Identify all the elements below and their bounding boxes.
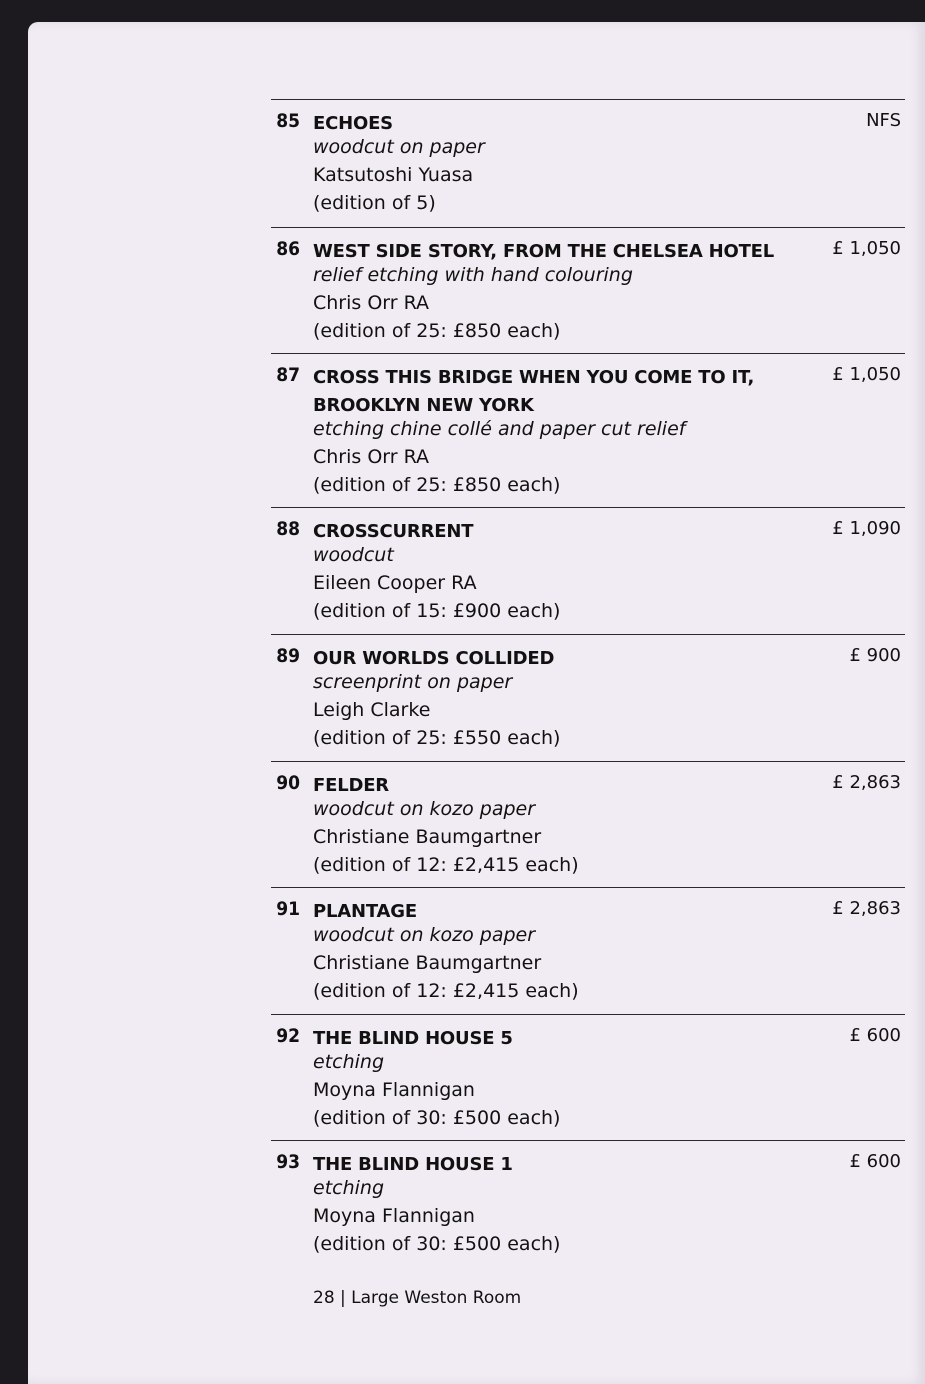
entry-medium: etching chine collé and paper cut relief: [313, 418, 686, 440]
entry-price: £ 900: [849, 645, 901, 666]
entry-title: THE BLIND HOUSE 1: [313, 1154, 513, 1175]
entry-title: OUR WORLDS COLLIDED: [313, 648, 555, 669]
catalogue-entry: [271, 887, 905, 1015]
entry-medium: woodcut: [313, 544, 394, 566]
entry-edition: (edition of 12: £2,415 each): [313, 980, 579, 1002]
entry-edition: (edition of 5): [313, 192, 436, 214]
catalogue-entry: [271, 99, 905, 228]
catalogue-list: [28, 22, 925, 1384]
entry-artist: Christiane Baumgartner: [313, 952, 542, 974]
entry-number: 90: [276, 772, 300, 794]
entry-artist: Leigh Clarke: [313, 699, 431, 721]
entry-title: CROSSCURRENT: [313, 521, 474, 542]
entry-number: 87: [276, 364, 300, 386]
entry-price: £ 600: [849, 1025, 901, 1046]
entry-edition: (edition of 30: £500 each): [313, 1233, 561, 1255]
entry-price: £ 1,050: [832, 364, 901, 385]
entry-artist: Christiane Baumgartner: [313, 826, 542, 848]
catalogue-entry: [271, 1140, 905, 1269]
entry-number: 85: [276, 110, 300, 132]
entry-title: PLANTAGE: [313, 901, 417, 922]
catalogue-entry: [271, 507, 905, 635]
entry-number: 92: [276, 1025, 300, 1047]
entry-artist: Chris Orr RA: [313, 446, 430, 468]
entry-medium: etching: [313, 1177, 385, 1199]
entry-medium: woodcut on kozo paper: [313, 924, 536, 946]
entry-artist: Moyna Flannigan: [313, 1205, 475, 1227]
entry-price: £ 600: [849, 1151, 901, 1172]
entry-number: 91: [276, 898, 300, 920]
entry-price: £ 2,863: [832, 898, 901, 919]
entry-price: £ 1,090: [832, 518, 901, 539]
entry-number: 93: [276, 1151, 300, 1173]
entry-title: WEST SIDE STORY, FROM THE CHELSEA HOTEL: [313, 241, 775, 262]
entry-edition: (edition of 15: £900 each): [313, 600, 561, 622]
entry-title: CROSS THIS BRIDGE WHEN YOU COME TO IT,: [313, 367, 755, 388]
entry-medium: relief etching with hand colouring: [313, 264, 633, 286]
entry-edition: (edition of 25: £550 each): [313, 727, 561, 749]
entry-price: £ 2,863: [832, 772, 901, 793]
entry-price: NFS: [866, 110, 901, 131]
entry-artist: Chris Orr RA: [313, 292, 430, 314]
entry-edition: (edition of 25: £850 each): [313, 320, 561, 342]
entry-medium: woodcut on kozo paper: [313, 798, 536, 820]
catalogue-page: [28, 22, 925, 1384]
entry-artist: Eileen Cooper RA: [313, 572, 477, 594]
catalogue-entry: [271, 227, 905, 354]
entry-title-continued: BROOKLYN NEW YORK: [313, 395, 534, 416]
entry-title: THE BLIND HOUSE 5: [313, 1028, 513, 1049]
entry-medium: screenprint on paper: [313, 671, 513, 693]
entry-number: 88: [276, 518, 300, 540]
entry-number: 86: [276, 238, 300, 260]
entry-title: FELDER: [313, 775, 389, 796]
entry-number: 89: [276, 645, 300, 667]
entry-title: ECHOES: [313, 113, 393, 134]
entry-artist: Moyna Flannigan: [313, 1079, 475, 1101]
entry-medium: woodcut on paper: [313, 136, 485, 158]
catalogue-entry: [271, 353, 905, 508]
entry-artist: Katsutoshi Yuasa: [313, 164, 474, 186]
entry-edition: (edition of 30: £500 each): [313, 1107, 561, 1129]
catalogue-entry: [271, 1014, 905, 1141]
entry-edition: (edition of 12: £2,415 each): [313, 854, 579, 876]
page-footer: 28 | Large Weston Room: [313, 1288, 522, 1308]
catalogue-entry: [271, 634, 905, 762]
entry-edition: (edition of 25: £850 each): [313, 474, 561, 496]
entry-medium: etching: [313, 1051, 385, 1073]
catalogue-entry: [271, 761, 905, 888]
entry-price: £ 1,050: [832, 238, 901, 259]
